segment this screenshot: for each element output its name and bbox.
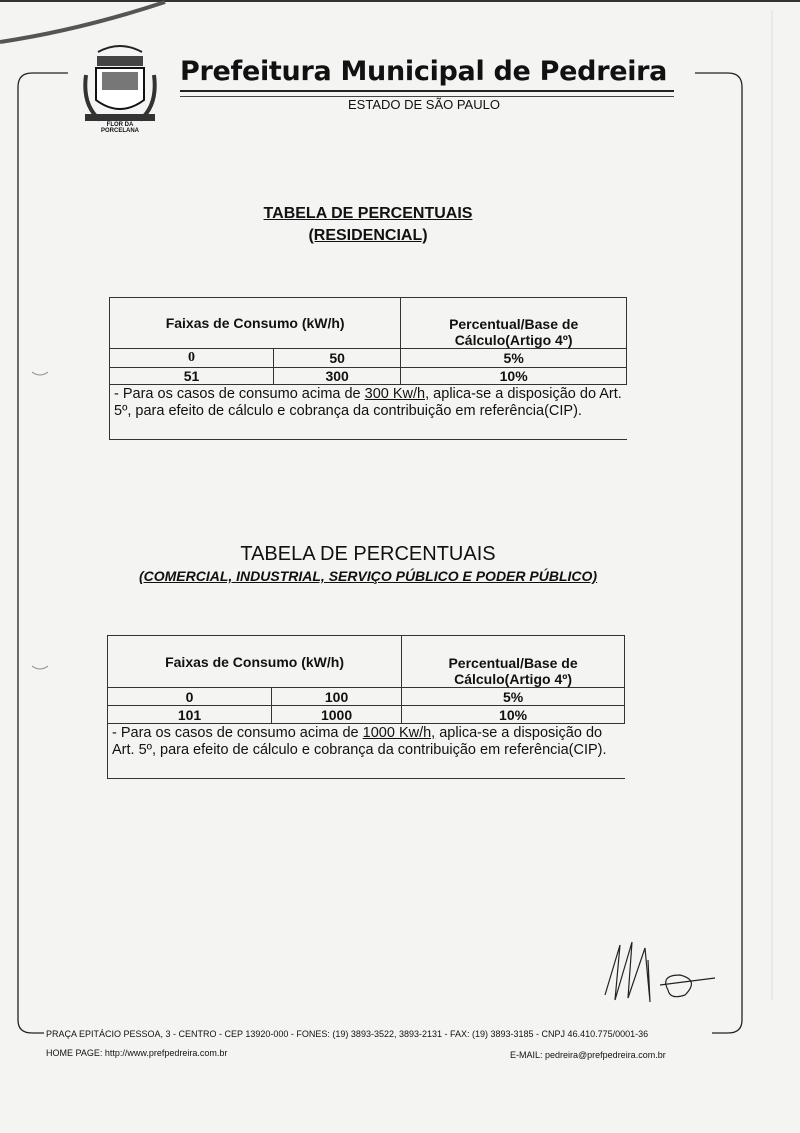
header-title: Prefeitura Municipal de Pedreira <box>180 56 668 87</box>
header-rule <box>180 90 674 97</box>
commercial-subtitle: (COMERCIAL, INDUSTRIAL, SERVIÇO PÚBLICO E PODER PÚBLICO) <box>138 568 598 584</box>
table-row: 51 300 10% <box>110 368 627 385</box>
footer-address: PRAÇA EPITÁCIO PESSOA, 3 - CENTRO - CEP 13920-000 - FONES: (19) 3893-3522, 3893-2131 - FAX: (19) 3893-3185 - CNPJ 46.410.775/0001-36 <box>46 1029 649 1039</box>
crest-motto: FLOR DA PORCELANA <box>100 122 139 134</box>
commercial-note: - Para os casos de consumo acima de 1000 Kw/h, aplica-se a disposição do Art. 5º, para efeito de cálculo e cobrança da contribuição em referência(CIP). <box>108 724 625 779</box>
residential-title: TABELA DE PERCENTUAIS <box>263 205 473 222</box>
table-row: 0 50 5% <box>110 349 627 368</box>
table-row: 0 100 5% <box>108 688 625 706</box>
col-header-percent: Percentual/Base de Cálculo(Artigo 4º) <box>401 298 627 349</box>
footer-email: E-MAIL: pedreira@prefpedreira.com.br <box>510 1050 666 1060</box>
residential-note: - Para os casos de consumo acima de 300 Kw/h, aplica-se a disposição do Art. 5º, para efeito de cálculo e cobrança da contribuição em referência(CIP). <box>110 385 627 440</box>
commercial-table <box>107 635 625 779</box>
header-state: ESTADO DE SÃO PAULO <box>348 97 500 112</box>
col-header-range: Faixas de Consumo (kW/h) <box>108 636 402 688</box>
col-header-range: Faixas de Consumo (kW/h) <box>110 298 401 349</box>
signature <box>605 942 715 1002</box>
crest-logo <box>85 46 155 121</box>
residential-table <box>109 297 627 440</box>
commercial-title: TABELA DE PERCENTUAIS <box>240 543 496 565</box>
footer-homepage: HOME PAGE: http://www.prefpedreira.com.br <box>46 1048 228 1058</box>
col-header-percent: Percentual/Base de Cálculo(Artigo 4º) <box>402 636 625 688</box>
table-row: 101 1000 10% <box>108 706 625 724</box>
residential-subtitle: (RESIDENCIAL) <box>308 227 428 244</box>
